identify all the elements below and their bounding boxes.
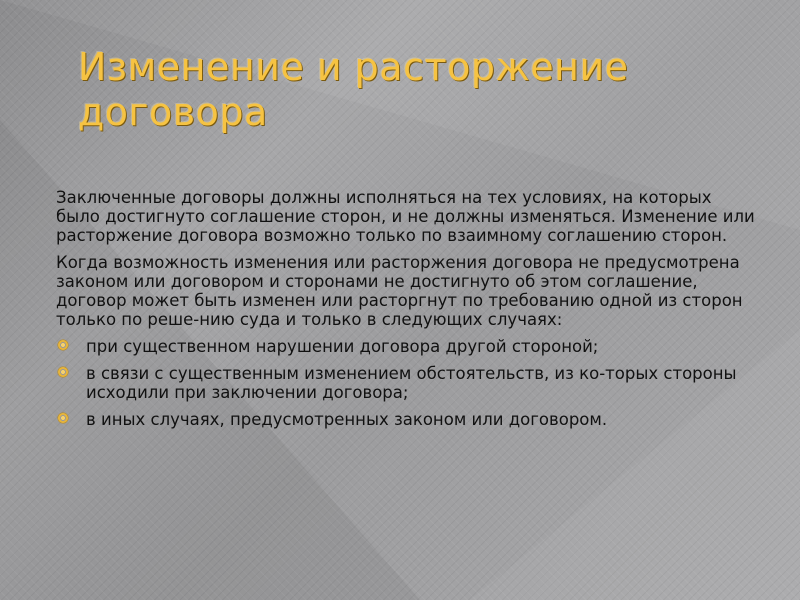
bullet-list	[56, 337, 756, 429]
bullet-item	[56, 364, 756, 402]
paragraph-2: Когда возможность изменения или расторжения договора не предусмотрена законом или договором и сторонами не достигнуто об этом соглашение, договор может быть изменен или расторгнут по требованию одной из сторон только по реше-нию суда и только в следующих случаях:	[56, 253, 743, 329]
bullet-item	[56, 410, 756, 429]
slide-title: Изменение и расторжение договора	[78, 45, 629, 134]
ring-bullet-icon	[58, 340, 68, 350]
slide-body	[56, 188, 756, 437]
ring-bullet-icon	[58, 413, 68, 423]
bullet-text: при существенном нарушении договора другой стороной;	[86, 337, 599, 356]
bullet-item	[56, 337, 756, 356]
paragraph-1: Заключенные договоры должны исполняться на тех условиях, на которых было достигнуто соглашение сторон, и не должны изменяться. Изменение или расторжение договора возможно только по взаимному соглашению сторон.	[56, 188, 755, 245]
bullet-text: в иных случаях, предусмотренных законом или договором.	[86, 410, 608, 429]
ring-bullet-icon	[58, 367, 68, 377]
bullet-text: в связи с существенным изменением обстоятельств, из ко-торых стороны исходили при заключении договора;	[86, 364, 737, 402]
